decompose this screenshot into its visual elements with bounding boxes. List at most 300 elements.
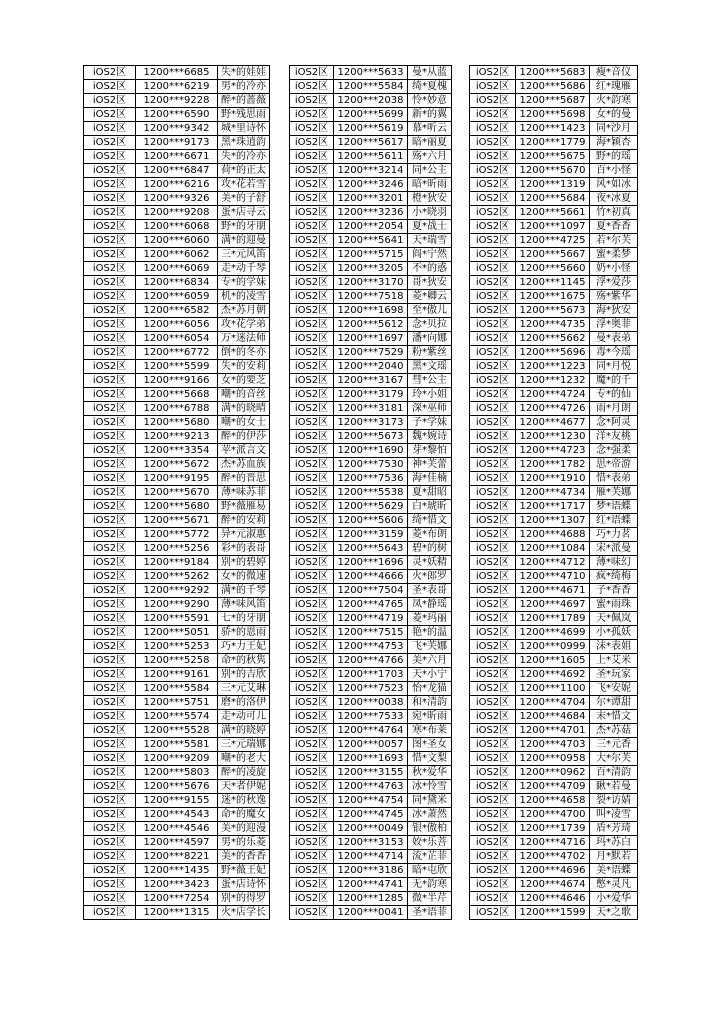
server-cell: iOS2区: [470, 626, 516, 640]
account-id-cell: 1200***4684: [516, 710, 590, 724]
account-id-cell: 1200***5660: [516, 262, 590, 276]
server-cell: iOS2区: [84, 122, 136, 136]
nickname-cell: 和*清韵: [408, 696, 452, 710]
account-id-cell: 1200***5698: [516, 108, 590, 122]
table-row: [470, 276, 638, 290]
account-id-cell: 1200***9155: [136, 794, 218, 808]
server-cell: iOS2区: [470, 528, 516, 542]
nickname-cell: 同*沙月: [590, 122, 638, 136]
table-row: [290, 682, 452, 696]
server-cell: iOS2区: [290, 822, 334, 836]
table-row: [470, 248, 638, 262]
nickname-cell: 憋*灵凡: [590, 878, 638, 892]
account-id-cell: 1200***5581: [136, 738, 218, 752]
table-row: [84, 402, 270, 416]
table-row: [470, 402, 638, 416]
server-cell: iOS2区: [470, 262, 516, 276]
nickname-cell: 不*的惑: [408, 262, 452, 276]
table-row: [290, 584, 452, 598]
account-id-cell: 1200***5662: [516, 332, 590, 346]
server-cell: iOS2区: [470, 654, 516, 668]
server-cell: iOS2区: [84, 206, 136, 220]
nickname-cell: 夏*甜昭: [408, 486, 452, 500]
account-id-cell: 1200***0041: [334, 906, 408, 920]
table-row: [84, 766, 270, 780]
nickname-cell: 月*默若: [590, 850, 638, 864]
server-cell: iOS2区: [470, 710, 516, 724]
account-id-cell: 1200***6834: [136, 276, 218, 290]
nickname-cell: 绮*夏槐: [408, 80, 452, 94]
server-cell: iOS2区: [470, 458, 516, 472]
server-cell: iOS2区: [84, 444, 136, 458]
account-id-cell: 1200***6054: [136, 332, 218, 346]
table-row: [290, 164, 452, 178]
table-row: [290, 318, 452, 332]
table-row: [290, 444, 452, 458]
table-row: [290, 500, 452, 514]
account-id-cell: 1200***7529: [334, 346, 408, 360]
account-id-cell: 1200***5258: [136, 654, 218, 668]
server-cell: iOS2区: [84, 528, 136, 542]
nickname-cell: 菱*玛丽: [408, 612, 452, 626]
server-cell: iOS2区: [84, 416, 136, 430]
server-cell: iOS2区: [290, 640, 334, 654]
server-cell: iOS2区: [84, 752, 136, 766]
server-cell: iOS2区: [84, 724, 136, 738]
table-row: [290, 668, 452, 682]
table-row: [290, 724, 452, 738]
server-cell: iOS2区: [84, 220, 136, 234]
table-row: [84, 528, 270, 542]
server-cell: iOS2区: [290, 794, 334, 808]
server-cell: iOS2区: [470, 794, 516, 808]
nickname-cell: 醉*的伊莎: [218, 430, 270, 444]
server-cell: iOS2区: [84, 794, 136, 808]
nickname-cell: 图*圣女: [408, 738, 452, 752]
server-cell: iOS2区: [290, 80, 334, 94]
account-id-cell: 1200***5643: [334, 542, 408, 556]
nickname-cell: 暗*丽夏: [408, 136, 452, 150]
table-row: [470, 626, 638, 640]
account-id-cell: 1200***7518: [334, 290, 408, 304]
nickname-cell: 醉*的凌旋: [218, 766, 270, 780]
nickname-cell: 百*小怪: [590, 164, 638, 178]
nickname-cell: 玛*苏白: [590, 836, 638, 850]
table-row: [84, 598, 270, 612]
nickname-cell: 绮*惜文: [408, 514, 452, 528]
nickname-cell: 菱*卿云: [408, 290, 452, 304]
table-row: [290, 612, 452, 626]
table-row: [84, 136, 270, 150]
account-id-cell: 1200***9166: [136, 374, 218, 388]
server-cell: iOS2区: [84, 500, 136, 514]
nickname-cell: 七*的牙朋: [218, 612, 270, 626]
nickname-cell: 新*的翼: [408, 108, 452, 122]
server-cell: iOS2区: [470, 514, 516, 528]
table-row: [84, 780, 270, 794]
account-id-cell: 1200***6788: [136, 402, 218, 416]
server-cell: iOS2区: [290, 626, 334, 640]
account-id-cell: 1200***9184: [136, 556, 218, 570]
nickname-cell: 念*强柔: [590, 444, 638, 458]
account-id-cell: 1200***5606: [334, 514, 408, 528]
account-table-column-3: [469, 65, 638, 920]
table-row: [84, 752, 270, 766]
account-id-cell: 1200***5696: [516, 346, 590, 360]
table-row: [470, 822, 638, 836]
server-cell: iOS2区: [290, 150, 334, 164]
nickname-cell: 别*的碧婷: [218, 556, 270, 570]
table-row: [84, 808, 270, 822]
server-cell: iOS2区: [84, 108, 136, 122]
account-id-cell: 1200***7515: [334, 626, 408, 640]
account-id-cell: 1200***1423: [516, 122, 590, 136]
server-cell: iOS2区: [84, 304, 136, 318]
nickname-cell: 三*元香: [590, 738, 638, 752]
table-row: [290, 276, 452, 290]
account-id-cell: 1200***4710: [516, 570, 590, 584]
table-row: [84, 850, 270, 864]
server-cell: iOS2区: [84, 318, 136, 332]
server-cell: iOS2区: [84, 710, 136, 724]
server-cell: iOS2区: [84, 542, 136, 556]
table-row: [470, 360, 638, 374]
account-id-cell: 1200***5680: [136, 500, 218, 514]
table-row: [84, 108, 270, 122]
table-row: [290, 416, 452, 430]
server-cell: iOS2区: [290, 318, 334, 332]
account-id-cell: 1200***5684: [516, 192, 590, 206]
nickname-cell: 巧*力王妃: [218, 640, 270, 654]
account-id-cell: 1200***1697: [334, 332, 408, 346]
nickname-cell: 荷*的正太: [218, 164, 270, 178]
account-id-cell: 1200***9173: [136, 136, 218, 150]
account-id-cell: 1200***1698: [334, 304, 408, 318]
nickname-cell: 雨*月朗: [590, 402, 638, 416]
nickname-cell: 夏*香香: [590, 220, 638, 234]
server-cell: iOS2区: [290, 710, 334, 724]
server-cell: iOS2区: [290, 584, 334, 598]
server-cell: iOS2区: [290, 598, 334, 612]
account-id-cell: 1200***4763: [334, 780, 408, 794]
account-id-cell: 1200***5686: [516, 80, 590, 94]
table-row: [84, 276, 270, 290]
nickname-cell: 疯*绮梅: [590, 570, 638, 584]
account-id-cell: 1200***5253: [136, 640, 218, 654]
server-cell: iOS2区: [290, 850, 334, 864]
account-id-cell: 1200***1717: [516, 500, 590, 514]
server-cell: iOS2区: [84, 696, 136, 710]
server-cell: iOS2区: [290, 136, 334, 150]
account-id-cell: 1200***3181: [334, 402, 408, 416]
server-cell: iOS2区: [290, 402, 334, 416]
table-row: [470, 374, 638, 388]
table-row: [84, 248, 270, 262]
server-cell: iOS2区: [84, 290, 136, 304]
server-cell: iOS2区: [470, 332, 516, 346]
account-id-cell: 1200***4709: [516, 780, 590, 794]
server-cell: iOS2区: [470, 360, 516, 374]
account-id-cell: 1200***1703: [334, 668, 408, 682]
nickname-cell: 彩*的表哥: [218, 542, 270, 556]
server-cell: iOS2区: [290, 542, 334, 556]
account-id-cell: 1200***7254: [136, 892, 218, 906]
table-row: [290, 472, 452, 486]
account-id-cell: 1200***1599: [516, 906, 590, 920]
server-cell: iOS2区: [84, 248, 136, 262]
table-row: [84, 892, 270, 906]
nickname-cell: 竹*初真: [590, 206, 638, 220]
nickname-cell: 念*贝拉: [408, 318, 452, 332]
nickname-cell: 飞*安妮: [590, 682, 638, 696]
server-cell: iOS2区: [290, 66, 334, 80]
table-row: [84, 94, 270, 108]
server-cell: iOS2区: [290, 276, 334, 290]
nickname-cell: 杰*苏月朝: [218, 304, 270, 318]
server-cell: iOS2区: [290, 472, 334, 486]
nickname-cell: 惜*文梨: [408, 752, 452, 766]
nickname-cell: 惜*表弟: [590, 472, 638, 486]
nickname-cell: 美*的子舒: [218, 192, 270, 206]
table-row: [290, 402, 452, 416]
account-id-cell: 1200***4671: [516, 584, 590, 598]
nickname-cell: 微*半芹: [408, 892, 452, 906]
account-id-cell: 1200***1145: [516, 276, 590, 290]
server-cell: iOS2区: [470, 780, 516, 794]
nickname-cell: 天*者伊妮: [218, 780, 270, 794]
account-id-cell: 1200***3423: [136, 878, 218, 892]
nickname-cell: 小*晓羽: [408, 206, 452, 220]
nickname-cell: 异*元淑惠: [218, 528, 270, 542]
account-id-cell: 1200***4753: [334, 640, 408, 654]
server-cell: iOS2区: [470, 430, 516, 444]
account-table-column-2: [289, 65, 452, 920]
nickname-cell: 姣*乐菩: [408, 836, 452, 850]
table-row: [470, 528, 638, 542]
nickname-cell: 尔*谭甜: [590, 696, 638, 710]
account-id-cell: 1200***4692: [516, 668, 590, 682]
account-id-cell: 1200***1307: [516, 514, 590, 528]
table-row: [470, 878, 638, 892]
account-id-cell: 1200***4714: [334, 850, 408, 864]
account-id-cell: 1200***5715: [334, 248, 408, 262]
nickname-cell: 圣*表哥: [408, 584, 452, 598]
server-cell: iOS2区: [470, 850, 516, 864]
nickname-cell: 曼*从蓝: [408, 66, 452, 80]
nickname-cell: 杰*苏血族: [218, 458, 270, 472]
nickname-cell: 芽*黎怕: [408, 444, 452, 458]
server-cell: iOS2区: [470, 150, 516, 164]
nickname-cell: 海*颖杏: [590, 136, 638, 150]
table-row: [470, 836, 638, 850]
table-row: [290, 836, 452, 850]
table-row: [84, 654, 270, 668]
server-cell: iOS2区: [290, 612, 334, 626]
nickname-cell: 盾*芳琦: [590, 822, 638, 836]
table-row: [84, 668, 270, 682]
nickname-cell: 三*元瑞娜: [218, 738, 270, 752]
nickname-cell: 巧*力茗: [590, 528, 638, 542]
nickname-cell: 同*公主: [408, 164, 452, 178]
account-id-cell: 1200***4702: [516, 850, 590, 864]
table-row: [290, 80, 452, 94]
table-row: [290, 178, 452, 192]
server-cell: iOS2区: [290, 360, 334, 374]
account-id-cell: 1200***5611: [334, 150, 408, 164]
nickname-cell: 天*小宁: [408, 668, 452, 682]
account-id-cell: 1200***4700: [516, 808, 590, 822]
table-row: [470, 192, 638, 206]
server-cell: iOS2区: [84, 136, 136, 150]
table-row: [84, 738, 270, 752]
server-cell: iOS2区: [84, 486, 136, 500]
account-id-cell: 1200***4754: [334, 794, 408, 808]
account-id-cell: 1200***5584: [334, 80, 408, 94]
account-id-cell: 1200***9213: [136, 430, 218, 444]
account-id-cell: 1200***5676: [136, 780, 218, 794]
account-id-cell: 1200***4719: [334, 612, 408, 626]
table-row: [290, 248, 452, 262]
server-cell: iOS2区: [290, 94, 334, 108]
nickname-cell: 魔*的千: [590, 374, 638, 388]
server-cell: iOS2区: [290, 906, 334, 920]
nickname-cell: 机*的凌雪: [218, 290, 270, 304]
server-cell: iOS2区: [470, 836, 516, 850]
account-id-cell: 1200***1315: [136, 906, 218, 920]
account-id-cell: 1200***1779: [516, 136, 590, 150]
table-row: [84, 822, 270, 836]
table-row: [84, 262, 270, 276]
account-id-cell: 1200***4677: [516, 416, 590, 430]
account-id-cell: 1200***6582: [136, 304, 218, 318]
account-id-cell: 1200***6847: [136, 164, 218, 178]
nickname-cell: 失*的安莉: [218, 360, 270, 374]
account-id-cell: 1200***6068: [136, 220, 218, 234]
server-cell: iOS2区: [290, 304, 334, 318]
nickname-cell: 梦*语蝶: [590, 500, 638, 514]
server-cell: iOS2区: [470, 556, 516, 570]
server-cell: iOS2区: [84, 94, 136, 108]
account-id-cell: 1200***5661: [516, 206, 590, 220]
account-id-cell: 1200***8221: [136, 850, 218, 864]
nickname-cell: 美*六月: [408, 654, 452, 668]
server-cell: iOS2区: [290, 892, 334, 906]
nickname-cell: 玲*小姐: [408, 388, 452, 402]
nickname-cell: 别*的得罗: [218, 892, 270, 906]
nickname-cell: 野*薇王妃: [218, 864, 270, 878]
table-row: [470, 150, 638, 164]
table-row: [290, 192, 452, 206]
table-row: [470, 164, 638, 178]
nickname-cell: 同*黛米: [408, 794, 452, 808]
nickname-cell: 嘲*的老大: [218, 752, 270, 766]
server-cell: iOS2区: [290, 682, 334, 696]
account-id-cell: 1200***5256: [136, 542, 218, 556]
account-id-cell: 1200***3159: [334, 528, 408, 542]
server-cell: iOS2区: [470, 486, 516, 500]
nickname-cell: 野*的牙朋: [218, 220, 270, 234]
nickname-cell: 攻*花若雪: [218, 178, 270, 192]
table-row: [84, 388, 270, 402]
table-row: [84, 584, 270, 598]
server-cell: iOS2区: [84, 514, 136, 528]
nickname-cell: 薄*味风笛: [218, 598, 270, 612]
account-id-cell: 1200***4597: [136, 836, 218, 850]
account-id-cell: 1200***5680: [136, 416, 218, 430]
nickname-cell: 走*动可儿: [218, 710, 270, 724]
account-id-cell: 1200***5574: [136, 710, 218, 724]
account-table-column-1: [83, 65, 270, 920]
table-row: [290, 514, 452, 528]
server-cell: iOS2区: [84, 584, 136, 598]
nickname-cell: 夜*冰夏: [590, 192, 638, 206]
nickname-cell: 毒*今瑶: [590, 346, 638, 360]
account-id-cell: 1200***9208: [136, 206, 218, 220]
account-id-cell: 1200***1435: [136, 864, 218, 878]
nickname-cell: 同*月悦: [590, 360, 638, 374]
nickname-cell: 女*的曼: [590, 108, 638, 122]
account-id-cell: 1200***4696: [516, 864, 590, 878]
table-row: [470, 738, 638, 752]
server-cell: iOS2区: [290, 444, 334, 458]
table-row: [84, 696, 270, 710]
account-id-cell: 1200***4725: [516, 234, 590, 248]
account-id-cell: 1200***4766: [334, 654, 408, 668]
nickname-cell: 黑*文瑶: [408, 360, 452, 374]
account-id-cell: 1200***4703: [516, 738, 590, 752]
nickname-cell: 彗*公主: [408, 374, 452, 388]
table-row: [470, 752, 638, 766]
table-row: [290, 556, 452, 570]
table-row: [290, 598, 452, 612]
server-cell: iOS2区: [470, 234, 516, 248]
account-id-cell: 1200***6219: [136, 80, 218, 94]
table-row: [290, 332, 452, 346]
server-cell: iOS2区: [290, 878, 334, 892]
server-cell: iOS2区: [84, 388, 136, 402]
nickname-cell: 艳*的温: [408, 626, 452, 640]
server-cell: iOS2区: [84, 472, 136, 486]
account-id-cell: 1200***5772: [136, 528, 218, 542]
account-id-cell: 1200***7536: [334, 472, 408, 486]
server-cell: iOS2区: [470, 206, 516, 220]
table-row: [470, 542, 638, 556]
account-id-cell: 1200***4674: [516, 878, 590, 892]
nickname-cell: 醉*的安莉: [218, 514, 270, 528]
table-row: [84, 206, 270, 220]
account-id-cell: 1200***5699: [334, 108, 408, 122]
table-row: [470, 122, 638, 136]
table-row: [470, 640, 638, 654]
account-id-cell: 1200***6062: [136, 248, 218, 262]
server-cell: iOS2区: [470, 66, 516, 80]
table-row: [470, 178, 638, 192]
server-cell: iOS2区: [470, 416, 516, 430]
server-cell: iOS2区: [470, 192, 516, 206]
account-id-cell: 1200***7504: [334, 584, 408, 598]
table-row: [290, 654, 452, 668]
server-cell: iOS2区: [290, 346, 334, 360]
account-id-cell: 1200***3155: [334, 766, 408, 780]
account-id-cell: 1200***5687: [516, 94, 590, 108]
nickname-cell: 失*的冷亦: [218, 150, 270, 164]
nickname-cell: 薄*味苏菲: [218, 486, 270, 500]
table-row: [470, 388, 638, 402]
server-cell: iOS2区: [84, 556, 136, 570]
table-row: [470, 570, 638, 584]
server-cell: iOS2区: [470, 682, 516, 696]
nickname-cell: 沫*表姐: [590, 640, 638, 654]
